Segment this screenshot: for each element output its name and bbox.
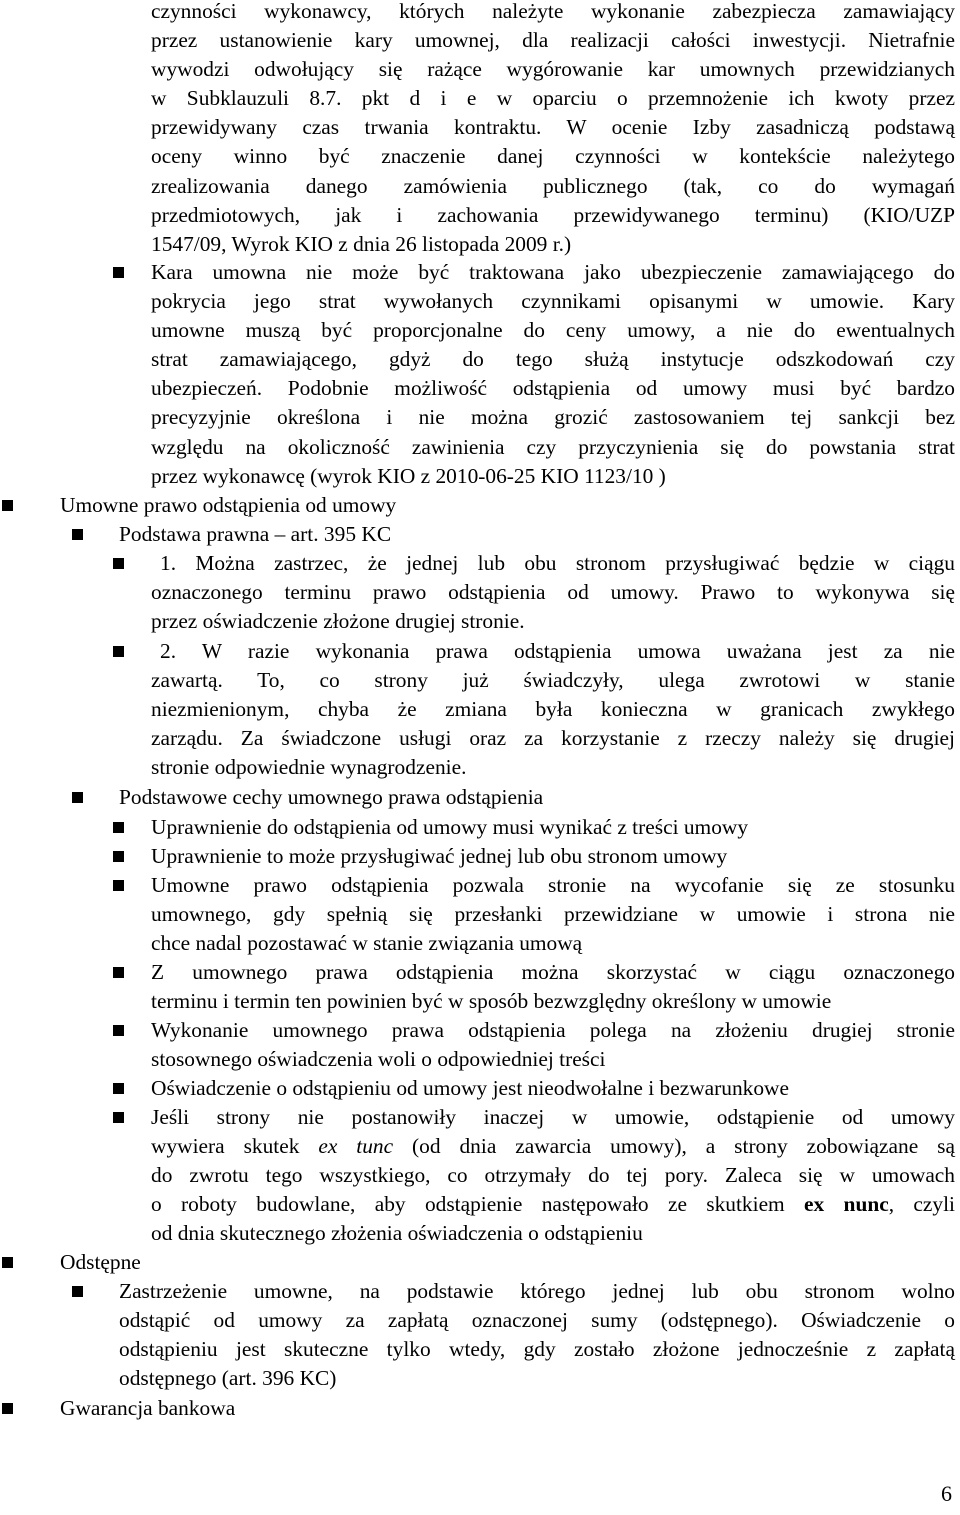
text-line: w Subklauzuli 8.7. pkt d i e w oparciu o przemnożenie ich kwoty przez bbox=[151, 86, 955, 111]
text-line: Umowne prawo odstąpienia pozwala stronie na wycofanie się ze stosunku bbox=[151, 873, 955, 897]
paragraph-art-395-1 bbox=[151, 549, 955, 636]
bullet-marker bbox=[113, 646, 124, 657]
text-line: od dnia skutecznego złożenia oświadczenia o odstąpieniu bbox=[151, 1221, 643, 1246]
text-line bbox=[151, 1190, 955, 1219]
bullet-marker bbox=[113, 1025, 124, 1036]
podstawa-prawna: Podstawa prawna – art. 395 KC bbox=[119, 522, 392, 546]
text-line: 1547/09, Wyrok KIO z dnia 26 listopada 2009 r.) bbox=[151, 231, 572, 256]
text-line bbox=[151, 1132, 955, 1161]
bullet-marker bbox=[72, 1286, 83, 1297]
bullet-marker bbox=[113, 880, 124, 891]
text-line: Zastrzeżenie umowne, na podstawie którego jednej lub obu stronom wolno bbox=[119, 1279, 955, 1303]
text-line: zawartą. To, co strony już świadczyły, ulega zwrotowi w stanie bbox=[151, 668, 955, 693]
text-line: ubezpieczeń. Podobnie możliwość odstąpienia od umowy musi być bardzo bbox=[151, 376, 955, 401]
bullet-marker bbox=[113, 1083, 124, 1094]
text-line: umownego, gdy spełnią się przesłanki przewidziane w umowie i strona nie bbox=[151, 902, 955, 927]
text-line: stosownego oświadczenia woli o odpowiedniej treści bbox=[151, 1047, 606, 1072]
paragraph-kary-umowne-continuation bbox=[151, 0, 955, 259]
paragraph-kara-umowna bbox=[151, 258, 955, 491]
bullet-marker bbox=[72, 792, 83, 803]
text-line: do zwrotu tego wszystkiego, co otrzymały do tej pory. Zaleca się w umowach bbox=[151, 1163, 955, 1188]
text-line: 1. Można zastrzec, że jednej lub obu stronom przysługiwać będzie w ciągu bbox=[160, 551, 955, 575]
text-line: przedmiotowych, jak i zachowania przewidywanego terminu) (KIO/UZP bbox=[151, 202, 955, 227]
heading-umowne-prawo-odstapienia: Umowne prawo odstąpienia od umowy bbox=[60, 493, 397, 517]
text-line: Jeśli strony nie postanowiły inaczej w umowie, odstąpienie od umowy bbox=[151, 1105, 955, 1129]
italic-term: ex tunc bbox=[318, 1134, 394, 1159]
paragraph-art-395-2 bbox=[151, 637, 955, 782]
text-run: wywiera skutek bbox=[151, 1134, 319, 1159]
text-line: Z umownego prawa odstąpienia można skorzystać w ciągu oznaczonego bbox=[151, 960, 955, 984]
bullet-marker bbox=[113, 1112, 124, 1123]
text-line: przez ustanowienie kary umownej, dla realizacji całości inwestycji. Nietrafnie bbox=[151, 28, 955, 53]
heading-odstepne: Odstępne bbox=[60, 1250, 141, 1274]
text-line: Wykonanie umownego prawa odstąpienia polega na złożeniu drugiej stronie bbox=[151, 1018, 955, 1042]
cecha-5 bbox=[151, 1016, 955, 1074]
cecha-1: Uprawnienie do odstąpienia od umowy musi wynikać z treści umowy bbox=[151, 815, 749, 839]
text-line: terminu i termin ten powinien być w sposób bezwzględny określony w umowie bbox=[151, 989, 832, 1014]
text-line: 2. W razie wykonania prawa odstąpienia umowa uważana jest za nie bbox=[160, 639, 955, 663]
cecha-6: Oświadczenie o odstąpieniu od umowy jest nieodwołalne i bezwarunkowe bbox=[151, 1076, 789, 1100]
page-number: 6 bbox=[941, 1481, 952, 1506]
cecha-3 bbox=[151, 871, 955, 958]
text-line: względu na okoliczność zawinienia czy przyczynienia się do powstania strat bbox=[151, 434, 955, 459]
text-line: Kara umowna nie może być traktowana jako ubezpieczenie zamawiającego do bbox=[151, 260, 955, 284]
text-line: stronie odpowiednie wynagrodzenie. bbox=[151, 755, 467, 780]
bullet-marker bbox=[113, 267, 124, 278]
bullet-marker bbox=[113, 967, 124, 978]
text-line: pokrycia jego strat wywołanych czynnikami opisanymi w umowie. Kary bbox=[151, 289, 955, 314]
text-line: chce nadal pozostawać w stanie związania umową bbox=[151, 931, 583, 956]
heading-gwarancja-bankowa: Gwarancja bankowa bbox=[60, 1396, 236, 1420]
bullet-marker bbox=[113, 558, 124, 569]
text-line: precyzyjnie określona i nie można grozić zastosowaniem tej sankcji bez bbox=[151, 405, 955, 430]
bold-term: ex nunc bbox=[804, 1192, 889, 1217]
cecha-4 bbox=[151, 958, 955, 1016]
bullet-marker bbox=[72, 529, 83, 540]
text-line: niezmienionym, chyba że zmiana była konieczna w granicach zwykłego bbox=[151, 697, 955, 722]
text-line: odstępnego (art. 396 KC) bbox=[119, 1366, 337, 1391]
bullet-marker bbox=[2, 1257, 13, 1268]
text-line: oceny winno być znaczenie danej czynności w kontekście należytego bbox=[151, 144, 955, 169]
bullet-marker bbox=[113, 822, 124, 833]
cecha-7 bbox=[151, 1103, 955, 1248]
text-line: przez oświadczenie złożone drugiej stronie. bbox=[151, 609, 525, 634]
cecha-2: Uprawnienie to może przysługiwać jednej lub obu stronom umowy bbox=[151, 844, 728, 868]
text-line: przewidywany czas trwania kontraktu. W ocenie Izby zasadniczą podstawą bbox=[151, 115, 955, 140]
heading-podstawowe-cechy: Podstawowe cechy umownego prawa odstąpienia bbox=[119, 785, 544, 809]
paragraph-odstepne bbox=[119, 1277, 955, 1393]
text-line: zrealizowania danego zamówienia publicznego (tak, co do wymagań bbox=[151, 173, 955, 198]
bullet-marker bbox=[2, 500, 13, 511]
text-run: o roboty budowlane, aby odstąpienie następowało ze skutkiem bbox=[151, 1192, 805, 1217]
text-line: wywodzi odwołujący się rażące wygórowanie kar umownych przewidzianych bbox=[151, 57, 955, 82]
bullet-marker bbox=[113, 851, 124, 862]
bullet-marker bbox=[2, 1403, 13, 1414]
text-line: odstąpieniu jest skuteczne tylko wtedy, gdy zostało złożone jednocześnie z zapłatą bbox=[119, 1337, 955, 1362]
text-line: zarządu. Za świadczone usługi oraz za korzystanie z rzeczy należy się drugiej bbox=[151, 726, 955, 751]
text-line: umowne muszą być proporcjonalne do ceny umowy, a nie do ewentualnych bbox=[151, 318, 955, 343]
text-line: oznaczonego terminu prawo odstąpienia od umowy. Prawo to wykonywa się bbox=[151, 580, 955, 605]
text-line: odstąpić od umowy za zapłatą oznaczonej sumy (odstępnego). Oświadczenie o bbox=[119, 1308, 955, 1333]
text-line: przez wykonawcę (wyrok KIO z 2010-06-25 KIO 1123/10 ) bbox=[151, 463, 666, 488]
text-line: strat zamawiającego, gdyż do tego służą instytucje odszkodowań czy bbox=[151, 347, 955, 372]
text-run: (od dnia zawarcia umowy), a strony zobowiązane są bbox=[393, 1134, 955, 1159]
text-run: , czyli bbox=[888, 1192, 955, 1217]
text-line: czynności wykonawcy, których należyte wykonanie zabezpiecza zamawiający bbox=[151, 0, 955, 23]
